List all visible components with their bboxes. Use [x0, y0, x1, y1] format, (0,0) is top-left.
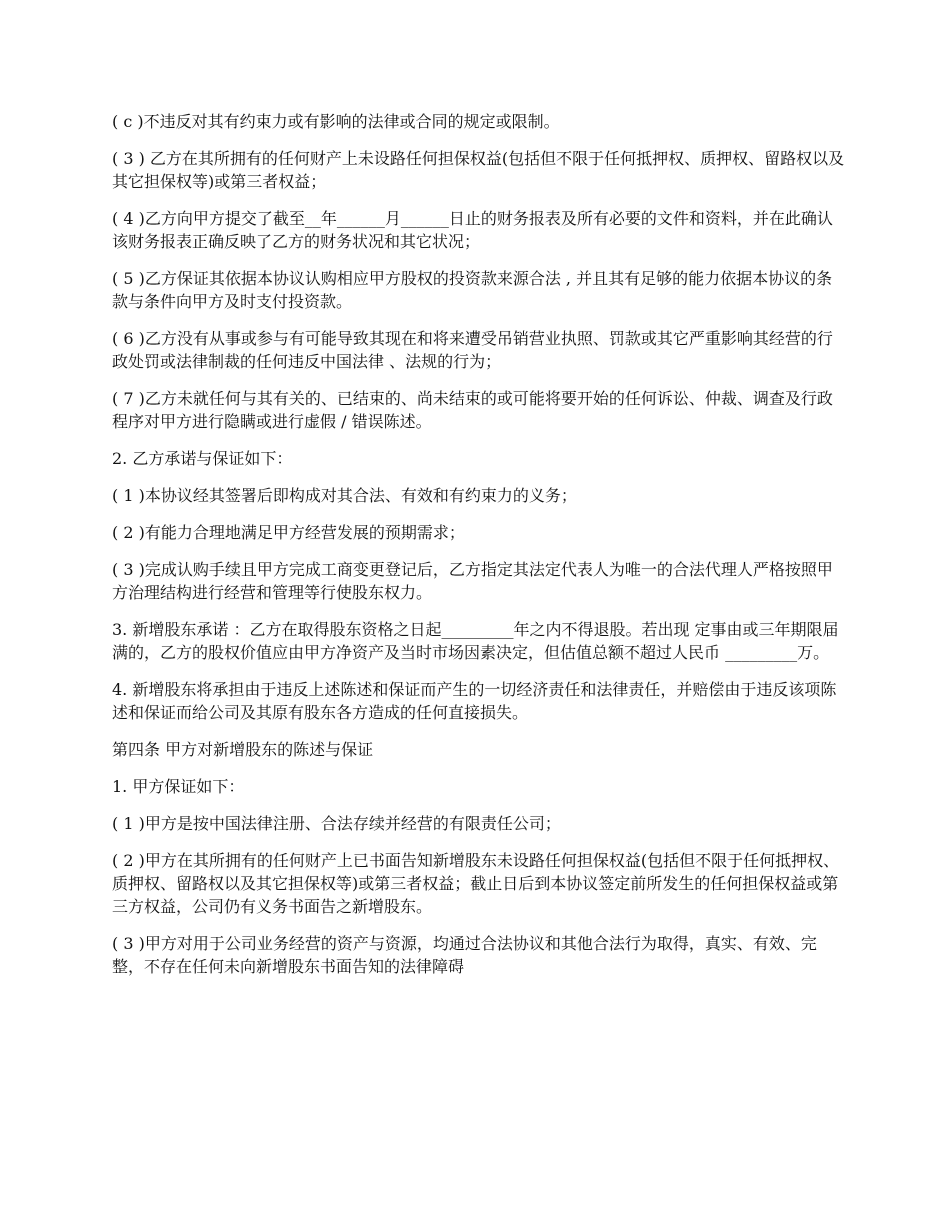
clause-a3-assets-legal: ( 3 )甲方对用于公司业务经营的资产与资源，均通过合法协议和其他合法行为取得，真实、有效、完整，不存在任何未向新增股东书面告知的法律障碍 — [112, 934, 817, 976]
clause-6-no-illegal-acts: ( 6 )乙方没有从事或参与有可能导致其现在和将来遭受吊销营业执照、罚款或其它严重影响其经营的行政处罚或法律制裁的任何违反中国法律 、法规的行为； — [112, 329, 833, 371]
clause-3-no-encumbrance: ( 3 ) 乙方在其所拥有的任何财产上未设路任何担保权益(包括但不限于任何抵押权、质押权、留路权以及其它担保权等)或第三者权益； — [112, 149, 845, 191]
article-4-heading: 第四条 甲方对新增股东的陈述与保证 — [112, 740, 374, 759]
clause-5-investment-funds: ( 5 )乙方保证其依据本协议认购相应甲方股权的投资款来源合法 , 并且其有足够的能力依据本协议的条款与条件向甲方及时支付投资款。 — [112, 269, 833, 311]
clause-4-financial-statements: ( 4 )乙方向甲方提交了截至__年______月______日止的财务报表及所有必要的文件和资料，并在此确认该财务报表正确反映了乙方的财务状况和其它状况； — [112, 209, 833, 251]
clause-2-1-binding-obligation: ( 1 )本协议经其签署后即构成对其合法、有效和有约束力的义务； — [112, 486, 577, 505]
clause-a2-no-encumbrance: ( 2 )甲方在其所拥有的任何财产上已书面告知新增股东未设路任何担保权益(包括但不限于任何抵押权、质押权、留路权以及其它担保权等)或第三者权益；截止日后到本协议签定前所发生的任何担保权益或第三方权益，公司仍有义务书面告之新增股东。 — [112, 851, 840, 916]
document-page — [112, 110, 847, 992]
clause-a1-registered-company: ( 1 )甲方是按中国法律注册、合法存续并经营的有限责任公司； — [112, 814, 561, 833]
clause-7-no-concealment: ( 7 )乙方未就任何与其有关的、已结束的、尚未结束的或可能将要开始的任何诉讼、仲裁、调查及行政程序对甲方进行隐瞒或进行虚假 / 错误陈述。 — [112, 389, 833, 431]
article-4-section-1-heading: 1. 甲方保证如下： — [112, 777, 245, 796]
section-3-shareholder-commitment: 3. 新增股东承诺 ：乙方在取得股东资格之日起_________年之内不得退股。若出现 定事由或三年期限届满的，乙方的股权价值应由甲方净资产及当时市场因素决定，但估值总额不超过人民币 _________万。 — [112, 620, 839, 662]
clause-c-no-violation: ( c )不违反对其有约束力或有影响的法律或合同的规定或限制。 — [112, 112, 560, 131]
section-4-liability: 4. 新增股东将承担由于违反上述陈述和保证而产生的一切经济责任和法律责任，并赔偿由于违反该项陈述和保证而给公司及其原有股东各方造成的任何直接损失。 — [112, 680, 837, 722]
clause-2-3-legal-representative: ( 3 )完成认购手续且甲方完成工商变更登记后，乙方指定其法定代表人为唯一的合法代理人严格按照甲方治理结构进行经营和管理等行使股东权力。 — [112, 560, 833, 602]
section-2-heading: 2. 乙方承诺与保证如下： — [112, 449, 293, 468]
clause-2-2-meet-demand: ( 2 )有能力合理地满足甲方经营发展的预期需求； — [112, 523, 465, 542]
